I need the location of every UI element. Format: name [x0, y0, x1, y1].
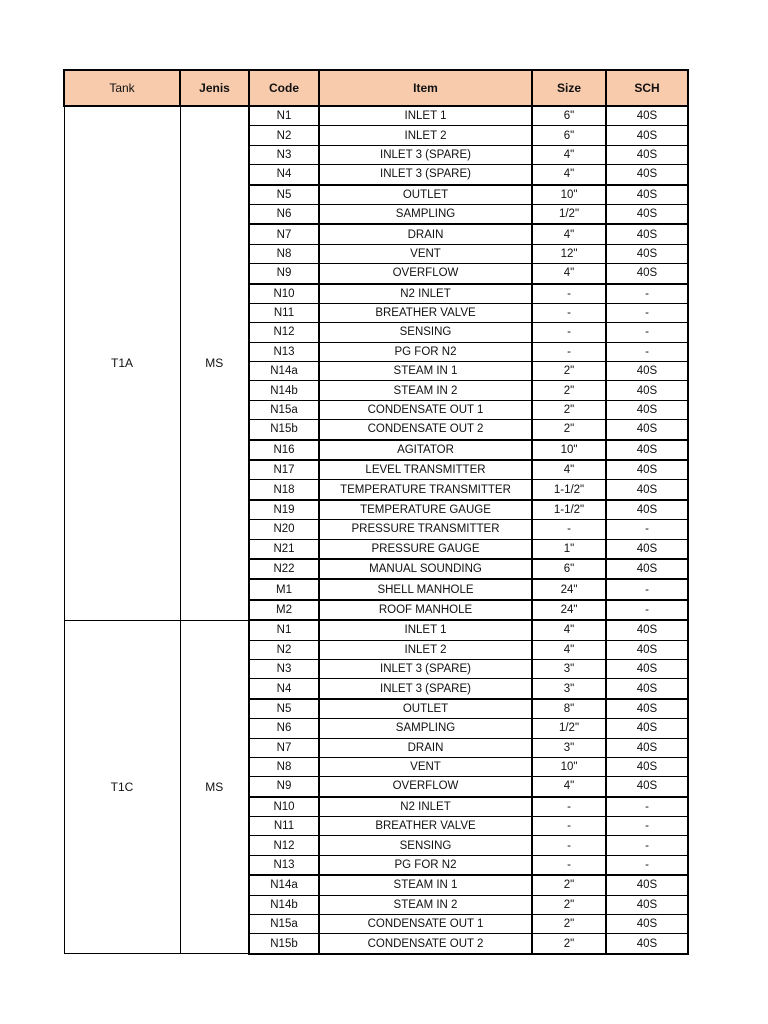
sch-cell: - [606, 323, 688, 342]
sch-cell: - [606, 855, 688, 875]
size-cell: - [532, 303, 606, 322]
item-cell: SENSING [319, 323, 532, 342]
table-header [64, 70, 688, 106]
sch-cell: 40S [606, 440, 688, 460]
header-code: Code [249, 70, 319, 106]
size-cell: 2" [532, 915, 606, 934]
code-cell: N11 [249, 303, 319, 322]
item-cell: STEAM IN 2 [319, 381, 532, 400]
sch-cell: 40S [606, 224, 688, 244]
size-cell: 2" [532, 875, 606, 895]
header-size: Size [532, 70, 606, 106]
code-cell: N14b [249, 895, 319, 914]
sch-cell: 40S [606, 362, 688, 381]
code-cell: N10 [249, 284, 319, 304]
sch-cell: - [606, 303, 688, 322]
sch-cell: 40S [606, 777, 688, 797]
item-cell: ROOF MANHOLE [319, 600, 532, 620]
size-cell: 6" [532, 106, 606, 126]
code-cell: N6 [249, 204, 319, 224]
item-cell: STEAM IN 2 [319, 895, 532, 914]
header-tank: Tank [64, 70, 180, 106]
item-cell: VENT [319, 244, 532, 263]
sch-cell: - [606, 342, 688, 361]
size-cell: 10" [532, 757, 606, 776]
sch-cell: 40S [606, 165, 688, 185]
code-cell: N14a [249, 875, 319, 895]
item-cell: CONDENSATE OUT 2 [319, 420, 532, 440]
item-cell: SHELL MANHOLE [319, 579, 532, 599]
item-cell: TEMPERATURE GAUGE [319, 500, 532, 520]
size-cell: 4" [532, 165, 606, 185]
code-cell: N22 [249, 559, 319, 579]
size-cell: 1" [532, 539, 606, 559]
sch-cell: 40S [606, 915, 688, 934]
size-cell: - [532, 342, 606, 361]
item-cell: INLET 1 [319, 620, 532, 640]
code-cell: N4 [249, 165, 319, 185]
sch-cell: 40S [606, 659, 688, 678]
code-cell: N15a [249, 915, 319, 934]
item-cell: N2 INLET [319, 284, 532, 304]
sch-cell: - [606, 797, 688, 817]
header-item: Item [319, 70, 532, 106]
code-cell: N14a [249, 362, 319, 381]
sch-cell: - [606, 600, 688, 620]
code-cell: N12 [249, 323, 319, 342]
sch-cell: 40S [606, 620, 688, 640]
sch-cell: - [606, 579, 688, 599]
item-cell: OUTLET [319, 185, 532, 205]
sch-cell: 40S [606, 738, 688, 757]
code-cell: N12 [249, 836, 319, 855]
item-cell: OVERFLOW [319, 777, 532, 797]
code-cell: N16 [249, 440, 319, 460]
sch-cell: - [606, 284, 688, 304]
item-cell: STEAM IN 1 [319, 875, 532, 895]
item-cell: DRAIN [319, 224, 532, 244]
code-cell: N6 [249, 719, 319, 738]
size-cell: - [532, 817, 606, 836]
item-cell: DRAIN [319, 738, 532, 757]
jenis-cell: MS [180, 620, 249, 954]
sch-cell: 40S [606, 500, 688, 520]
size-cell: 2" [532, 400, 606, 419]
code-cell: N13 [249, 855, 319, 875]
sch-cell: 40S [606, 719, 688, 738]
code-cell: N20 [249, 520, 319, 539]
size-cell: - [532, 323, 606, 342]
sch-cell: 40S [606, 126, 688, 145]
item-cell: CONDENSATE OUT 1 [319, 400, 532, 419]
size-cell: 4" [532, 620, 606, 640]
size-cell: 12" [532, 244, 606, 263]
item-cell: STEAM IN 1 [319, 362, 532, 381]
sch-cell: 40S [606, 106, 688, 126]
code-cell: N15a [249, 400, 319, 419]
item-cell: PRESSURE TRANSMITTER [319, 520, 532, 539]
sch-cell: 40S [606, 400, 688, 419]
item-cell: INLET 3 (SPARE) [319, 145, 532, 164]
code-cell: N10 [249, 797, 319, 817]
item-cell: INLET 2 [319, 640, 532, 659]
sch-cell: 40S [606, 264, 688, 284]
code-cell: N15b [249, 934, 319, 954]
sch-cell: 40S [606, 539, 688, 559]
item-cell: OVERFLOW [319, 264, 532, 284]
header-sch: SCH [606, 70, 688, 106]
sch-cell: 40S [606, 934, 688, 954]
sch-cell: 40S [606, 895, 688, 914]
sch-cell: 40S [606, 244, 688, 263]
sch-cell: 40S [606, 460, 688, 480]
item-cell: INLET 3 (SPARE) [319, 679, 532, 699]
item-cell: INLET 3 (SPARE) [319, 659, 532, 678]
item-cell: INLET 1 [319, 106, 532, 126]
code-cell: N3 [249, 659, 319, 678]
item-cell: PG FOR N2 [319, 342, 532, 361]
code-cell: N21 [249, 539, 319, 559]
sch-cell: 40S [606, 875, 688, 895]
code-cell: M2 [249, 600, 319, 620]
size-cell: 2" [532, 895, 606, 914]
code-cell: N17 [249, 460, 319, 480]
item-cell: INLET 2 [319, 126, 532, 145]
size-cell: - [532, 797, 606, 817]
sch-cell: 40S [606, 185, 688, 205]
code-cell: N2 [249, 640, 319, 659]
sch-cell: 40S [606, 420, 688, 440]
size-cell: 10" [532, 440, 606, 460]
size-cell: 2" [532, 420, 606, 440]
size-cell: 4" [532, 264, 606, 284]
size-cell: - [532, 284, 606, 304]
nozzle-schedule-sheet [63, 69, 687, 955]
sch-cell: - [606, 836, 688, 855]
size-cell: 3" [532, 659, 606, 678]
code-cell: N8 [249, 244, 319, 263]
code-cell: N13 [249, 342, 319, 361]
item-cell: TEMPERATURE TRANSMITTER [319, 480, 532, 500]
code-cell: N1 [249, 620, 319, 640]
table-row [64, 106, 688, 126]
size-cell: - [532, 855, 606, 875]
item-cell: INLET 3 (SPARE) [319, 165, 532, 185]
code-cell: N7 [249, 224, 319, 244]
header-jenis: Jenis [180, 70, 249, 106]
code-cell: N1 [249, 106, 319, 126]
item-cell: SAMPLING [319, 204, 532, 224]
sch-cell: 40S [606, 699, 688, 719]
item-cell: OUTLET [319, 699, 532, 719]
tank-cell: T1C [64, 620, 180, 954]
code-cell: N8 [249, 757, 319, 776]
code-cell: N2 [249, 126, 319, 145]
item-cell: PRESSURE GAUGE [319, 539, 532, 559]
size-cell: 1/2" [532, 204, 606, 224]
code-cell: N5 [249, 185, 319, 205]
size-cell: 4" [532, 640, 606, 659]
size-cell: 1/2" [532, 719, 606, 738]
code-cell: N18 [249, 480, 319, 500]
size-cell: 3" [532, 738, 606, 757]
code-cell: N11 [249, 817, 319, 836]
nozzle-table [63, 69, 689, 955]
header-row [64, 70, 688, 106]
sch-cell: 40S [606, 145, 688, 164]
sch-cell: 40S [606, 640, 688, 659]
size-cell: 24" [532, 600, 606, 620]
size-cell: 10" [532, 185, 606, 205]
sch-cell: 40S [606, 757, 688, 776]
item-cell: SENSING [319, 836, 532, 855]
code-cell: N5 [249, 699, 319, 719]
size-cell: 4" [532, 224, 606, 244]
sch-cell: - [606, 817, 688, 836]
sch-cell: 40S [606, 204, 688, 224]
size-cell: 2" [532, 381, 606, 400]
jenis-cell: MS [180, 106, 249, 620]
size-cell: 2" [532, 934, 606, 954]
size-cell: 6" [532, 559, 606, 579]
code-cell: N9 [249, 777, 319, 797]
size-cell: 1-1/2" [532, 480, 606, 500]
table-body [64, 106, 688, 954]
sch-cell: 40S [606, 679, 688, 699]
size-cell: 2" [532, 362, 606, 381]
item-cell: PG FOR N2 [319, 855, 532, 875]
sch-cell: 40S [606, 381, 688, 400]
size-cell: 6" [532, 126, 606, 145]
item-cell: MANUAL SOUNDING [319, 559, 532, 579]
sch-cell: 40S [606, 559, 688, 579]
item-cell: CONDENSATE OUT 2 [319, 934, 532, 954]
code-cell: N14b [249, 381, 319, 400]
size-cell: 3" [532, 679, 606, 699]
item-cell: AGITATOR [319, 440, 532, 460]
item-cell: BREATHER VALVE [319, 817, 532, 836]
code-cell: N7 [249, 738, 319, 757]
size-cell: 4" [532, 145, 606, 164]
table-row [64, 620, 688, 640]
code-cell: N4 [249, 679, 319, 699]
item-cell: SAMPLING [319, 719, 532, 738]
item-cell: N2 INLET [319, 797, 532, 817]
code-cell: N9 [249, 264, 319, 284]
size-cell: 4" [532, 777, 606, 797]
item-cell: VENT [319, 757, 532, 776]
size-cell: 4" [532, 460, 606, 480]
size-cell: - [532, 836, 606, 855]
tank-cell: T1A [64, 106, 180, 620]
item-cell: CONDENSATE OUT 1 [319, 915, 532, 934]
code-cell: N3 [249, 145, 319, 164]
code-cell: M1 [249, 579, 319, 599]
size-cell: - [532, 520, 606, 539]
item-cell: BREATHER VALVE [319, 303, 532, 322]
size-cell: 8" [532, 699, 606, 719]
size-cell: 1-1/2" [532, 500, 606, 520]
sch-cell: - [606, 520, 688, 539]
code-cell: N19 [249, 500, 319, 520]
size-cell: 24" [532, 579, 606, 599]
item-cell: LEVEL TRANSMITTER [319, 460, 532, 480]
sch-cell: 40S [606, 480, 688, 500]
code-cell: N15b [249, 420, 319, 440]
